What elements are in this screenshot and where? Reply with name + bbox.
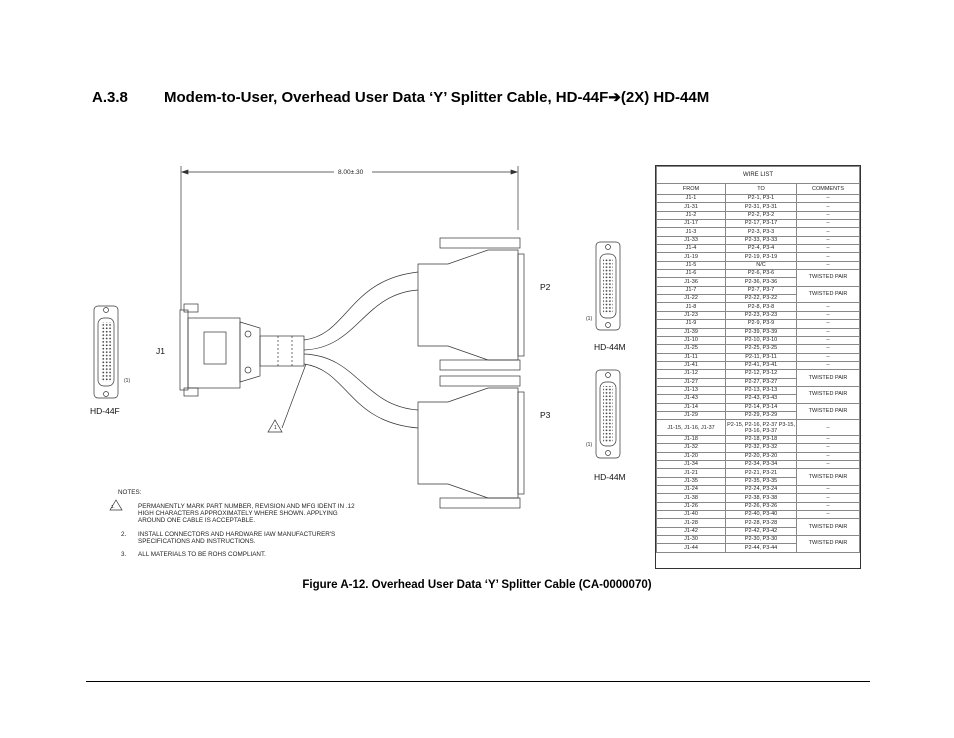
table-row	[657, 403, 860, 411]
wire-list-cell-comments: –	[797, 303, 860, 311]
wire-list-cell-to: P2-25, P3-25	[726, 345, 797, 353]
wire-list-cell-to: P2-30, P3-30	[726, 536, 797, 544]
wire-list-cell-from: J1-27	[657, 378, 726, 386]
table-row	[657, 469, 860, 477]
wire-list-cell-comments: –	[797, 461, 860, 469]
wire-list-cell-comments: –	[797, 345, 860, 353]
wire-list-cell-to: P2-15, P2-16, P2-37 P3-15, P3-16, P3-37	[727, 421, 795, 434]
wire-list-cell-to: P2-1, P3-1	[726, 195, 797, 203]
table-row	[657, 345, 860, 353]
wire-list-cell-to: P2-21, P3-21	[726, 469, 797, 477]
wire-list-cell-comments: –	[797, 228, 860, 236]
wire-list-cell-to: P2-36, P3-36	[726, 278, 797, 286]
wire-list-cell-to: P2-2, P3-2	[726, 211, 797, 219]
wire-list-cell-comments: –	[797, 435, 860, 443]
wire-list-cell-from: J1-42	[657, 527, 726, 535]
wire-list-cell-comments: –	[797, 486, 860, 494]
section-title: Modem-to-User, Overhead User Data ‘Y’ Splitter Cable, HD-44F➔(2X) HD-44M	[164, 89, 710, 106]
note-leader	[282, 364, 306, 428]
note-1-line-2: HIGH CHARACTERS APPROXIMATELY WHERE SHOWN. APPLYING	[138, 510, 338, 517]
wire-list-cell-to: P2-27, P3-27	[726, 378, 797, 386]
wire-list-cell-to: P2-8, P3-8	[726, 303, 797, 311]
p3-pin-field	[603, 386, 613, 442]
note-1-line-1: PERMANENTLY MARK PART NUMBER, REVISION AND MFG IDENT IN .12	[138, 503, 355, 510]
wire-list-cell-to: P2-38, P3-38	[726, 494, 797, 502]
wire-list-cell-from: J1-44	[657, 544, 726, 552]
wire-list-cell-comments: –	[797, 211, 860, 219]
j1-type-label: HD-44F	[90, 406, 120, 416]
wire-list-cell-from: J1-30	[657, 536, 726, 544]
cable-boot	[260, 336, 304, 366]
table-row	[657, 370, 860, 378]
j1-ref-note: (1)	[124, 378, 131, 384]
j1-jackscrew-bottom	[184, 388, 198, 396]
wire-list-cell-from: J1-22	[657, 295, 726, 303]
wire-list-cell-comments: –	[797, 261, 860, 269]
wire-list-cell-to: P2-10, P3-10	[726, 336, 797, 344]
wire-list-cell-to: P2-19, P3-19	[726, 253, 797, 261]
note-2-number: 2.	[121, 531, 127, 538]
wire-list-cell-from: J1-14	[657, 403, 726, 411]
wire-list-cell-to: P2-20, P3-20	[726, 452, 797, 460]
wire-list-cell-from: J1-41	[657, 361, 726, 369]
p3-flange	[518, 392, 524, 494]
j1-screw-top	[104, 308, 109, 313]
wire-list-cell-from: J1-29	[657, 411, 726, 419]
wire-list-cell-from: J1-12	[657, 370, 726, 378]
wire-list-cell-from: J1-24	[657, 486, 726, 494]
wire-list-cell-to: N/C	[726, 261, 797, 269]
wire-list-cell-from: J1-31	[657, 203, 726, 211]
p2-type-label: HD-44M	[594, 342, 626, 352]
table-row	[657, 486, 860, 494]
p3-jackscrew-top	[440, 376, 520, 386]
table-row	[657, 494, 860, 502]
table-row	[657, 228, 860, 236]
wire-list-cell-from: J1-6	[657, 270, 726, 278]
wire-list-header-from: FROM	[657, 184, 726, 195]
note-1-line-3: AROUND ONE CABLE IS ACCEPTABLE.	[138, 517, 256, 524]
cable-branch-p2-lower	[304, 290, 418, 350]
wire-list-cell-from: J1-18	[657, 435, 726, 443]
j1-jackscrew-top	[184, 304, 198, 312]
table-row	[657, 519, 860, 527]
table-row	[657, 420, 860, 436]
wire-list-cell-to: P2-40, P3-40	[726, 511, 797, 519]
wire-list-cell-comments: –	[797, 502, 860, 510]
wire-list-cell-to: P2-26, P3-26	[726, 502, 797, 510]
table-row	[657, 195, 860, 203]
wire-list-cell-from: J1-25	[657, 345, 726, 353]
table-row	[657, 211, 860, 219]
wire-list-cell-to: P2-9, P3-9	[726, 320, 797, 328]
wire-list-cell-comments: –	[797, 336, 860, 344]
wire-list-cell-to: P2-33, P3-33	[726, 236, 797, 244]
wire-list-cell-from: J1-43	[657, 395, 726, 403]
j1-screw-bottom	[104, 392, 109, 397]
wire-list-cell-from: J1-20	[657, 452, 726, 460]
j1-screw-a	[245, 331, 251, 337]
wire-list-cell-to: P2-32, P3-32	[726, 444, 797, 452]
section-heading	[92, 88, 709, 106]
wire-list-cell-from: J1-10	[657, 336, 726, 344]
table-row	[657, 236, 860, 244]
wire-list-cell-comments: –	[797, 452, 860, 460]
wire-list-cell-to: P2-29, P3-29	[726, 411, 797, 419]
wire-list-cell-from: J1-19	[657, 253, 726, 261]
table-row	[657, 320, 860, 328]
table-row	[657, 220, 860, 228]
j1-label: J1	[156, 346, 165, 356]
j1-screw-b	[245, 367, 251, 373]
wire-list-title: WIRE LIST	[657, 167, 860, 184]
note-flag-number: 1	[274, 425, 277, 431]
p2-backshell	[418, 250, 518, 360]
wire-list-cell-from: J1-15, J1-16, J1-37	[657, 420, 726, 436]
wire-list-cell-comments: –	[797, 494, 860, 502]
p3-type-label: HD-44M	[594, 472, 626, 482]
wire-list-cell-to: P2-11, P3-11	[726, 353, 797, 361]
wire-list-cell-comments: –	[797, 511, 860, 519]
wire-list-cell-from: J1-17	[657, 220, 726, 228]
cable-branch-p2-upper	[304, 272, 418, 340]
wire-list-cell-comments: –	[797, 353, 860, 361]
wire-list-cell-comments: –	[797, 420, 860, 436]
wire-list-cell-comments: –	[797, 236, 860, 244]
table-row	[657, 452, 860, 460]
wire-list-cell-comments: TWISTED PAIR	[797, 370, 860, 387]
wire-list-cell-to: P2-43, P3-43	[726, 395, 797, 403]
p3-jackscrew-bottom	[440, 498, 520, 508]
wire-list-cell-comments: TWISTED PAIR	[797, 536, 860, 553]
wire-list-cell-from: J1-8	[657, 303, 726, 311]
p2-flange	[518, 254, 524, 356]
table-row	[657, 511, 860, 519]
footer-rule	[86, 681, 870, 682]
wire-list-cell-to: P2-24, P3-24	[726, 486, 797, 494]
wire-list-cell-to: P2-18, P3-18	[726, 435, 797, 443]
table-row	[657, 261, 860, 269]
wire-list-cell-to: P2-7, P3-7	[726, 286, 797, 294]
wire-list-cell-from: J1-36	[657, 278, 726, 286]
table-row	[657, 245, 860, 253]
p2-jackscrew-bottom	[440, 360, 520, 370]
table-row	[657, 435, 860, 443]
table-row	[657, 361, 860, 369]
wire-list-cell-to: P2-12, P3-12	[726, 370, 797, 378]
p2-jackscrew-top	[440, 238, 520, 248]
wire-list-header-comments: COMMENTS	[797, 184, 860, 195]
table-row	[657, 270, 860, 278]
table-row	[657, 502, 860, 510]
wire-list-cell-comments: –	[797, 245, 860, 253]
wire-list-cell-to: P2-23, P3-23	[726, 311, 797, 319]
wire-list-cell-comments: –	[797, 320, 860, 328]
note-3-line-1: ALL MATERIALS TO BE ROHS COMPLIANT.	[138, 551, 266, 558]
wire-list-cell-comments: TWISTED PAIR	[797, 386, 860, 403]
wire-list-cell-comments: –	[797, 361, 860, 369]
wire-list-cell-from: J1-9	[657, 320, 726, 328]
j1-label-window	[204, 332, 226, 364]
wire-list-cell-to: P2-39, P3-39	[726, 328, 797, 336]
wire-list-cell-from: J1-34	[657, 461, 726, 469]
wire-list-cell-comments: –	[797, 220, 860, 228]
wire-list-header-to: TO	[726, 184, 797, 195]
note-2-line-2: SPECIFICATIONS AND INSTRUCTIONS.	[138, 538, 256, 545]
wire-list-cell-to: P2-28, P3-28	[726, 519, 797, 527]
figure-caption: Figure A-12. Overhead User Data ‘Y’ Splitter Cable (CA-0000070)	[302, 579, 652, 591]
p3-label: P3	[540, 410, 551, 420]
table-row	[657, 203, 860, 211]
wire-list-cell-from: J1-2	[657, 211, 726, 219]
wire-list-cell-from: J1-32	[657, 444, 726, 452]
table-row	[657, 328, 860, 336]
wire-list-cell-comments: TWISTED PAIR	[797, 403, 860, 420]
wire-list-cell-from: J1-26	[657, 502, 726, 510]
wire-list-cell-from: J1-5	[657, 261, 726, 269]
p3-backshell	[418, 388, 518, 498]
table-row	[657, 303, 860, 311]
wire-list-cell-to: P2-31, P3-31	[726, 203, 797, 211]
wire-list-cell-comments: –	[797, 311, 860, 319]
p3-ref-note: (1)	[586, 442, 593, 448]
p2-ref-note: (1)	[586, 316, 593, 322]
wire-list-cell-to: P2-3, P3-3	[726, 228, 797, 236]
j1-pin-field	[101, 322, 111, 382]
table-row	[657, 353, 860, 361]
wire-list-cell-from: J1-3	[657, 228, 726, 236]
dimension-label: 8.00±.30	[338, 169, 364, 176]
wire-list-cell-from: J1-40	[657, 511, 726, 519]
wire-list-cell-to: P2-41, P3-41	[726, 361, 797, 369]
wire-list-cell-comments: TWISTED PAIR	[797, 519, 860, 536]
wire-list-cell-to: P2-17, P3-17	[726, 220, 797, 228]
wire-list-cell-to: P2-44, P3-44	[726, 544, 797, 552]
wire-list-cell-comments: TWISTED PAIR	[797, 469, 860, 486]
wire-list-cell-to: P2-42, P3-42	[726, 527, 797, 535]
wire-list-cell-comments: TWISTED PAIR	[797, 286, 860, 303]
cable-branch-p3-upper	[304, 354, 418, 410]
note-2-line-1: INSTALL CONNECTORS AND HARDWARE IAW MANUFACTURER'S	[138, 531, 336, 538]
wire-list-cell-from: J1-28	[657, 519, 726, 527]
j1-flange	[180, 310, 188, 390]
j1-strain-relief	[240, 322, 260, 382]
arrow-icon: ➔	[608, 89, 621, 106]
table-row	[657, 253, 860, 261]
wire-list-cell-comments: –	[797, 253, 860, 261]
wire-list-cell-to: P2-22, P3-22	[726, 295, 797, 303]
wire-list-cell-from: J1-21	[657, 469, 726, 477]
wire-list-cell-to: P2-4, P3-4	[726, 245, 797, 253]
cable-drawing	[88, 160, 653, 575]
wire-list-cell-to: P2-13, P3-13	[726, 386, 797, 394]
wire-list-cell-to: P2-6, P3-6	[726, 270, 797, 278]
table-row	[657, 444, 860, 452]
table-row	[657, 386, 860, 394]
wire-list-cell-comments: TWISTED PAIR	[797, 270, 860, 287]
wire-list-cell-from: J1-13	[657, 386, 726, 394]
wire-list-cell-from: J1-4	[657, 245, 726, 253]
wire-list-cell-from: J1-33	[657, 236, 726, 244]
note-3-number: 3.	[121, 551, 127, 558]
wire-list-cell-from: J1-38	[657, 494, 726, 502]
wire-list-table	[655, 165, 861, 569]
table-row	[657, 536, 860, 544]
wire-list-cell-from: J1-7	[657, 286, 726, 294]
wire-list-cell-comments: –	[797, 328, 860, 336]
cable-branch-p3-lower	[304, 364, 418, 428]
wire-list-cell-from: J1-35	[657, 477, 726, 485]
table-row	[657, 461, 860, 469]
wire-list-cell-comments: –	[797, 444, 860, 452]
section-number: A.3.8	[92, 89, 128, 106]
wire-list-cell-comments: –	[797, 195, 860, 203]
p2-label: P2	[540, 282, 551, 292]
wire-list-cell-from: J1-39	[657, 328, 726, 336]
p2-pin-field	[603, 258, 613, 314]
wire-list-cell-to: P2-14, P3-14	[726, 403, 797, 411]
wire-list-cell-to: P2-34, P3-34	[726, 461, 797, 469]
notes-title: NOTES:	[118, 489, 142, 496]
wire-list-cell-from: J1-23	[657, 311, 726, 319]
table-row	[657, 336, 860, 344]
wire-list-cell-from: J1-11	[657, 353, 726, 361]
note-1-flag-number: 1.	[111, 504, 115, 509]
table-row	[657, 286, 860, 294]
notes-block	[111, 489, 355, 558]
wire-list-cell-from: J1-1	[657, 195, 726, 203]
wire-list-cell-to: P2-35, P3-35	[726, 477, 797, 485]
wire-list-cell-comments: –	[797, 203, 860, 211]
table-row	[657, 311, 860, 319]
j1-backshell	[188, 318, 240, 388]
